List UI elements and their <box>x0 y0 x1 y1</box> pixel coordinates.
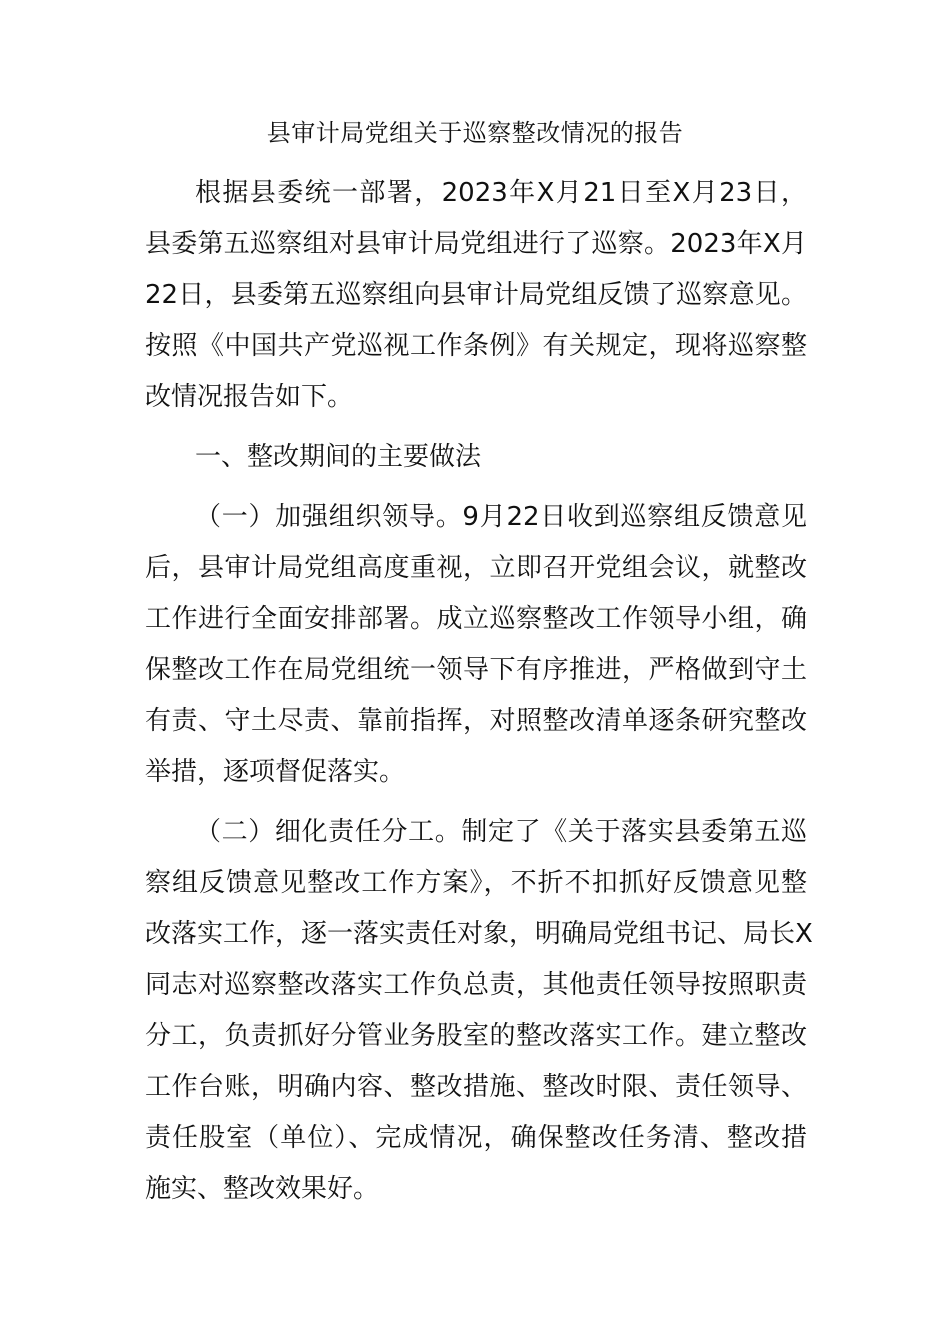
paragraph-1-line-4: 按照《中国共产党巡视工作条例》有关规定，现将巡察整 <box>145 331 807 361</box>
paragraph-1-line-1: 根据县委统一部署，2023年X月21日至X月23日， <box>195 178 807 208</box>
paragraph-1-line-2: 县委第五巡察组对县审计局党组进行了巡察。2023年X月 <box>145 229 807 259</box>
paragraph-3-line-7: 责任股室（单位）、完成情况，确保整改任务清、整改措 <box>145 1123 807 1153</box>
paragraph-3-line-2: 察组反馈意见整改工作方案》，不折不扣抓好反馈意见整 <box>145 868 807 898</box>
paragraph-2-line-3: 工作进行全面安排部署。成立巡察整改工作领导小组，确 <box>145 604 807 634</box>
paragraph-3-line-3: 改落实工作，逐一落实责任对象，明确局党组书记、局长X <box>145 919 813 949</box>
paragraph-2-line-4: 保整改工作在局党组统一领导下有序推进，严格做到守土 <box>145 655 807 685</box>
section-heading-1: 一、整改期间的主要做法 <box>195 442 482 472</box>
paragraph-3-line-6: 工作台账，明确内容、整改措施、整改时限、责任领导、 <box>145 1072 807 1102</box>
document-title: 县审计局党组关于巡察整改情况的报告 <box>266 119 684 147</box>
paragraph-3-line-5: 分工，负责抓好分管业务股室的整改落实工作。建立整改 <box>145 1021 807 1051</box>
paragraph-2-line-1: （一）加强组织领导。9月22日收到巡察组反馈意见 <box>195 502 807 532</box>
paragraph-3-line-1: （二）细化责任分工。制定了《关于落实县委第五巡 <box>195 817 807 847</box>
paragraph-2-line-5: 有责、守土尽责、靠前指挥，对照整改清单逐条研究整改 <box>145 706 807 736</box>
paragraph-2-line-2: 后，县审计局党组高度重视，立即召开党组会议，就整改 <box>145 553 807 583</box>
paragraph-3-line-4: 同志对巡察整改落实工作负总责，其他责任领导按照职责 <box>145 970 807 1000</box>
paragraph-1-line-3: 22日，县委第五巡察组向县审计局党组反馈了巡察意见。 <box>145 280 807 310</box>
paragraph-2-line-6: 举措，逐项督促落实。 <box>145 757 406 787</box>
paragraph-1-line-5: 改情况报告如下。 <box>145 382 354 412</box>
paragraph-3-line-8: 施实、整改效果好。 <box>145 1174 380 1204</box>
